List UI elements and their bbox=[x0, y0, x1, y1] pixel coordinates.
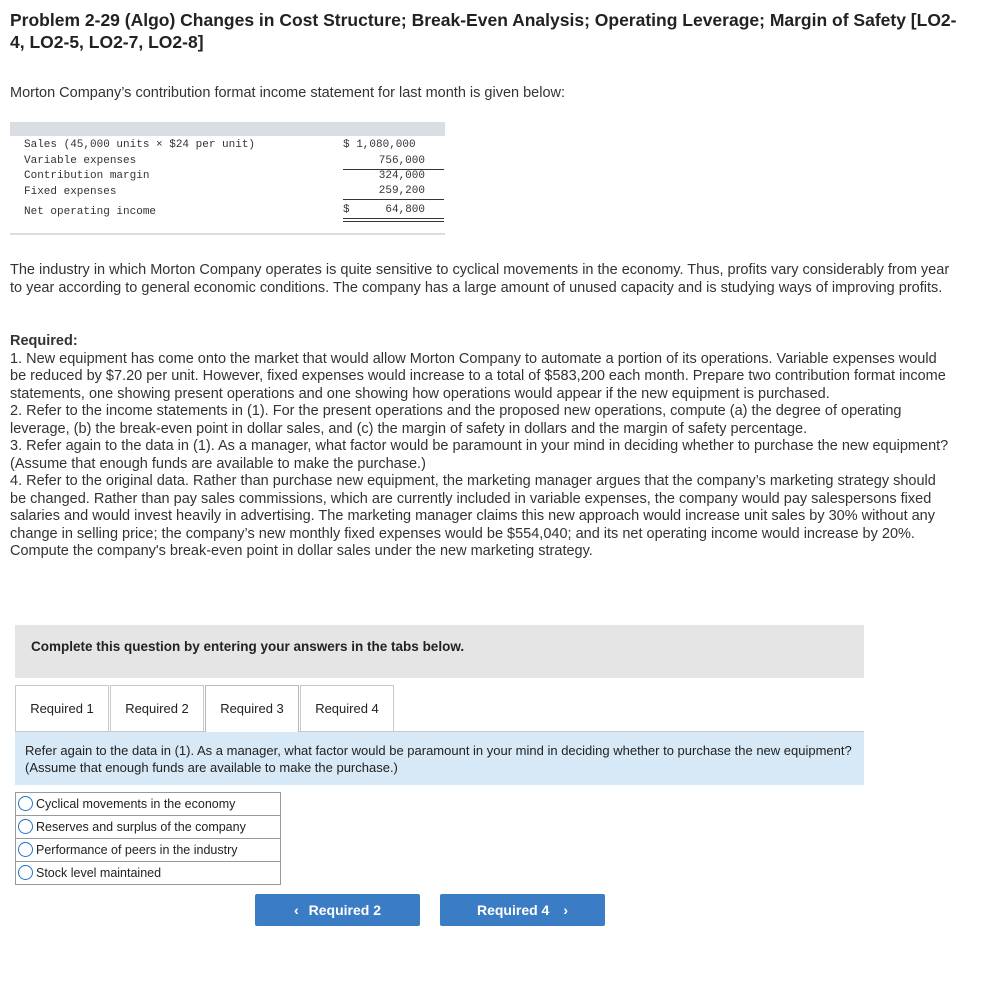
tab-required-1[interactable]: Required 1 bbox=[15, 685, 109, 731]
tab-required-2[interactable]: Required 2 bbox=[110, 685, 204, 731]
statement-amount-cm: 324,000 bbox=[378, 170, 425, 182]
required-item-1: 1. New equipment has come onto the market that would allow Morton Company to automate a portion of its operations. Variable expenses would be reduced by $7.20 per unit. However, fixed expenses would increase to a total of $583,200 each month. Prepare two contribution format income statements, one showing present operations and one showing how operations would appear if the new equipment is purchased. bbox=[10, 350, 946, 402]
option-cyclical[interactable] bbox=[16, 793, 280, 816]
chevron-left-icon: ‹ bbox=[293, 902, 299, 918]
radio-icon[interactable] bbox=[18, 819, 33, 834]
tab-required-4[interactable]: Required 4 bbox=[300, 685, 394, 731]
option-stock[interactable] bbox=[16, 862, 280, 884]
radio-icon[interactable] bbox=[18, 865, 33, 880]
statement-amount-noi: 64,800 bbox=[385, 204, 425, 216]
required-item-4: 4. Refer to the original data. Rather than purchase new equipment, the marketing manager argues that the company’s marketing strategy should be changed. Rather than pay sales commissions, which are currently included in variable expenses, the company would pay salespersons fixed salaries and would invest heavily in advertising. The marketing manager claims this new approach would increase unit sales by 30% without any change in selling price; the company’s new monthly fixed expenses would be $554,040; and its net operating income would increase by 20%. Compute the company's break-even point in dollar sales under the new marketing strategy. bbox=[10, 473, 936, 559]
option-label: Cyclical movements in the economy bbox=[36, 797, 236, 811]
radio-icon[interactable] bbox=[18, 842, 33, 857]
banner-text: Complete this question by entering your answers in the tabs below. bbox=[31, 639, 465, 654]
option-reserves[interactable] bbox=[16, 816, 280, 839]
option-peers[interactable] bbox=[16, 839, 280, 862]
statement-label-variable: Variable expenses bbox=[24, 155, 137, 167]
next-button-label: Required 4 bbox=[476, 902, 550, 918]
next-required-button[interactable] bbox=[440, 894, 605, 926]
option-label: Stock level maintained bbox=[36, 866, 162, 880]
statement-label-cm: Contribution margin bbox=[24, 170, 150, 182]
radio-icon[interactable] bbox=[18, 796, 33, 811]
income-statement bbox=[10, 122, 445, 235]
tab-required-3[interactable]: Required 3 bbox=[205, 685, 299, 733]
prev-required-button[interactable] bbox=[255, 894, 420, 926]
problem-title: Problem 2-29 (Algo) Changes in Cost Structure; Break-Even Analysis; Operating Leverage; Margin of Safety [LO2-4, LO2-5, LO2-7, LO2-8] bbox=[10, 10, 957, 52]
answer-options bbox=[15, 792, 281, 885]
required-item-2: 2. Refer to the income statements in (1). For the present operations and the proposed new operations, compute (a) the degree of operating leverage, (b) the break-even point in dollar sales, and (c) the margin of safety in dollars and the margin of safety percentage. bbox=[10, 403, 902, 437]
statement-currency-noi: $ bbox=[343, 204, 350, 216]
question-prompt bbox=[15, 732, 864, 785]
statement-label-fixed: Fixed expenses bbox=[24, 186, 117, 198]
required-section bbox=[10, 333, 955, 561]
statement-label-sales: Sales (45,000 units × $24 per unit) bbox=[24, 139, 256, 151]
prompt-text: Refer again to the data in (1). As a manager, what factor would be paramount in your mind in deciding whether to purchase the new equipment? (Assume that enough funds are available to make the purchase.) bbox=[25, 743, 852, 775]
required-heading: Required: bbox=[10, 333, 78, 349]
statement-amount-variable: 756,000 bbox=[378, 155, 425, 167]
intro-text: Morton Company’s contribution format income statement for last month is given below: bbox=[10, 85, 566, 101]
option-label: Reserves and surplus of the company bbox=[36, 820, 246, 834]
instruction-banner bbox=[15, 625, 864, 678]
required-item-3: 3. Refer again to the data in (1). As a manager, what factor would be paramount in your mind in deciding whether to purchase the new equipment? (Assume that enough funds are available to make the purchase.) bbox=[10, 438, 949, 472]
statement-amount-fixed: 259,200 bbox=[378, 185, 425, 197]
chevron-right-icon: › bbox=[563, 902, 569, 918]
prev-button-label: Required 2 bbox=[308, 902, 382, 918]
option-label: Performance of peers in the industry bbox=[36, 843, 238, 857]
industry-paragraph: The industry in which Morton Company operates is quite sensitive to cyclical movements in the economy. Thus, profits vary considerably from year to year according to general economic conditions. The company has a large amount of unused capacity and is studying ways of improving profits. bbox=[10, 262, 950, 296]
statement-amount-sales: $ 1,080,000 bbox=[343, 139, 416, 151]
statement-label-noi: Net operating income bbox=[24, 206, 157, 218]
